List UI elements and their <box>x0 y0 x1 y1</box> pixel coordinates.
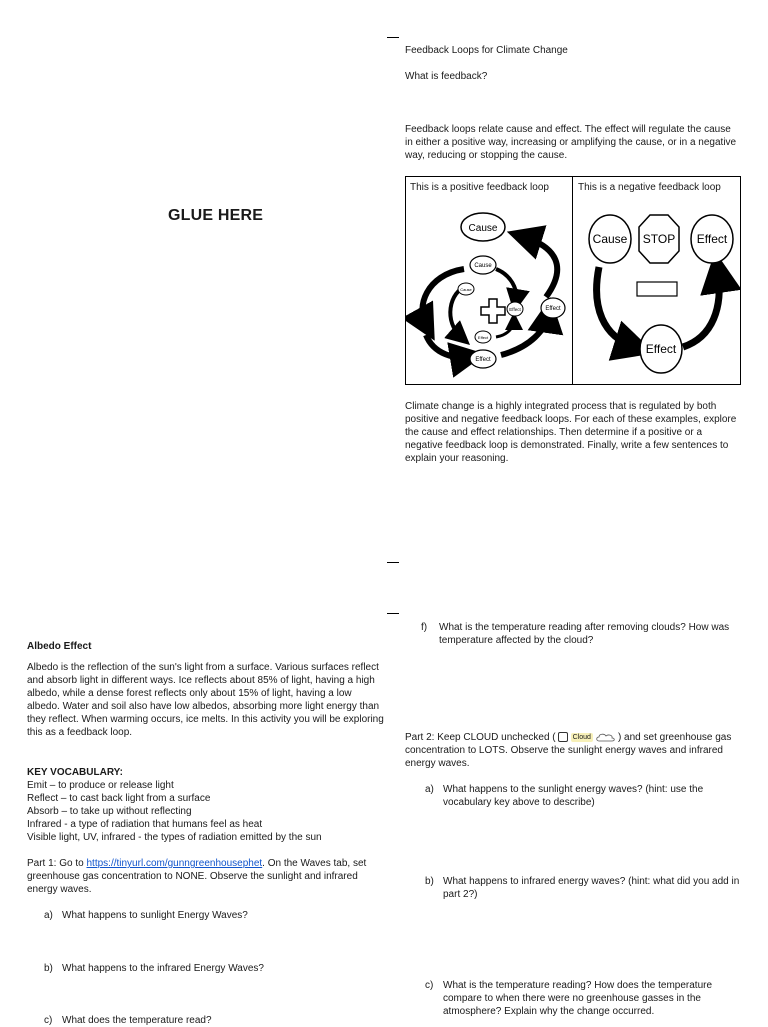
positive-loop-diagram <box>406 197 572 385</box>
question-text: What happens to the infrared Energy Waves? <box>62 963 264 974</box>
climate-change-text: Climate change is a highly integrated process that is regulated by both positive and negative feedback loops. For each of these examples, explore the cause and effect relationships. Then determine if a positive or a negative feedback loop is demonstrated. Finally, write a few sentences to explain your reasoning. <box>405 401 737 464</box>
positive-loop-caption: This is a positive feedback loop <box>410 182 549 193</box>
part1-question-c <box>44 1014 384 1027</box>
vocab-title: KEY VOCABULARY: <box>27 767 123 778</box>
question-text: What happens to sunlight Energy Waves? <box>62 910 248 921</box>
feedback-intro: Feedback loops relate cause and effect. The effect will regulate the cause in either a positive way, increasing or amplifying the cause, or in a negative way, reducing or stopping the cause. <box>405 124 737 161</box>
node-label: Effect <box>477 335 489 340</box>
vocab-list <box>27 779 387 844</box>
question-label: f) <box>421 622 428 633</box>
part2-question-a <box>425 783 743 809</box>
question-text: What happens to the sunlight energy waves? (hint: use the vocabulary key above to describe) <box>443 784 704 808</box>
part1-question-a <box>44 909 384 922</box>
minus-icon <box>637 282 677 296</box>
part2-instructions <box>405 731 741 770</box>
part2-question-c <box>425 979 743 1018</box>
cloud-chip-label: Cloud <box>572 733 591 741</box>
vocab-item: Emit – to produce or release light <box>27 780 174 791</box>
albedo-body: Albedo is the reflection of the sun's light from a surface. Various surfaces reflect and absorb light in different ways. Ice reflects about 85% of light, having a high albedo, while a dense forest reflects only about 15% of light, having a low albedo. Water and soil also have low albedos, absorbing more light energy than they reflect. When warming occurs, ice melts. In this activity you will be exploring this as a feedback loop. <box>27 662 384 738</box>
node-label: Effect <box>696 232 728 246</box>
part1-prefix: Part 1: Go to <box>27 858 87 869</box>
question-text: What is the temperature reading after removing clouds? How was temperature affected by the cloud? <box>439 622 730 646</box>
part2-prefix: Part 2: Keep CLOUD unchecked ( <box>405 732 556 743</box>
question-label: b) <box>425 876 434 887</box>
arrow-outer-left <box>422 269 464 325</box>
question-label: c) <box>425 980 434 991</box>
question-label: c) <box>44 1015 53 1026</box>
vocab-item: Infrared - a type of radiation that humans feel as heat <box>27 819 263 830</box>
node-label: STOP <box>642 232 676 246</box>
arrow-effect-to-cause <box>524 237 557 297</box>
question-text: What happens to infrared energy waves? (hint: what did you add in part 2?) <box>443 876 740 900</box>
part1-question-b <box>44 962 384 975</box>
glue-here-label: GLUE HERE <box>168 207 264 224</box>
plus-icon <box>481 299 505 323</box>
node-label: Cause <box>460 287 472 292</box>
node-label: Effect <box>545 306 561 312</box>
node-label: Cause <box>468 223 498 234</box>
arrow-mid-right <box>496 269 516 301</box>
cloud-checkbox-chip <box>558 732 616 742</box>
arrow-outer-bottom <box>426 335 468 357</box>
node-label: Effect <box>509 307 521 312</box>
node-label: Effect <box>645 342 677 356</box>
page-title: Feedback Loops for Climate Change <box>405 45 568 56</box>
fold-mark-lower <box>387 613 399 614</box>
arrow-mid-bottom <box>496 321 514 337</box>
fold-mark-top <box>387 37 399 38</box>
question-text: What is the temperature reading? How does the temperature compare to when there were no greenhouse gasses in the atmosphere? Explain why the change occurred. <box>443 980 713 1017</box>
vocab-item: Reflect – to cast back light from a surface <box>27 793 211 804</box>
negative-loop-caption: This is a negative feedback loop <box>578 182 721 193</box>
question-f <box>421 621 743 647</box>
fold-mark-middle <box>387 562 399 563</box>
question-label: b) <box>44 963 53 974</box>
feedback-loop-table <box>405 176 741 385</box>
what-is-feedback-question: What is feedback? <box>405 71 488 82</box>
arrow-cause-to-effect <box>597 267 635 347</box>
phet-link[interactable]: https://tinyurl.com/gunngreenhousephet <box>86 858 263 869</box>
negative-loop-diagram <box>573 197 741 385</box>
checkbox-icon <box>558 732 568 742</box>
part1-instructions <box>27 857 387 896</box>
question-label: a) <box>425 784 434 795</box>
vocab-item: Absorb – to take up without reflecting <box>27 806 192 817</box>
albedo-title: Albedo Effect <box>27 641 92 652</box>
node-label: Cause <box>474 263 492 269</box>
arrow-outer-right <box>501 315 548 355</box>
question-label: a) <box>44 910 53 921</box>
part2-question-b <box>425 875 743 901</box>
node-label: Cause <box>592 232 628 246</box>
vocab-item: Visible light, UV, infrared - the types of radiation emitted by the sun <box>27 832 322 843</box>
part1-suffix: . On the Waves tab, set greenhouse gas concentration to NONE. Observe the sunlight and infrared energy waves. <box>27 858 367 895</box>
part2-suffix: ) and set greenhouse gas concentration to LOTS. Observe the sunlight energy waves and infrared energy waves. <box>405 732 732 769</box>
cloud-icon <box>596 733 616 742</box>
question-text: What does the temperature read? <box>62 1015 212 1026</box>
node-label: Effect <box>475 357 491 363</box>
arrow-effect-to-effect <box>683 272 719 347</box>
